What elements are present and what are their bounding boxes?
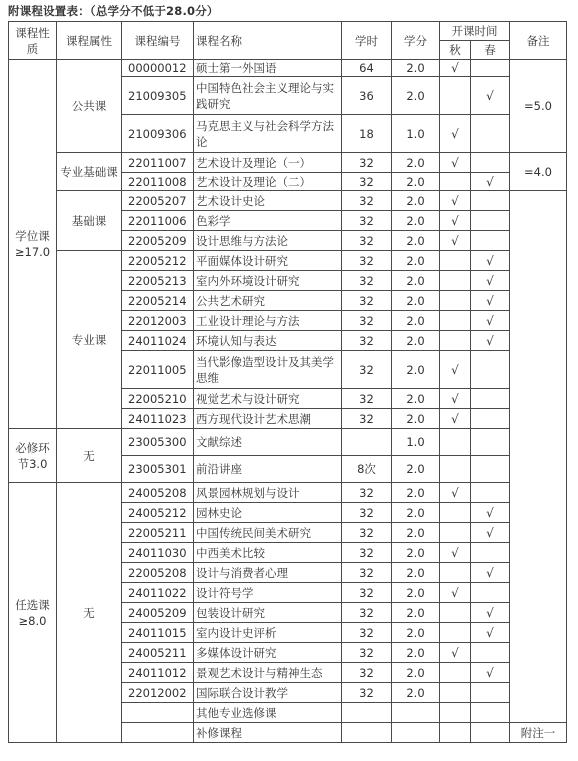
course-credit: 2.0 — [392, 603, 440, 623]
table-row — [9, 483, 567, 503]
course-hours: 32 — [342, 563, 392, 583]
course-hours: 32 — [342, 153, 392, 173]
table-row — [9, 60, 567, 77]
course-name: 视觉艺术与设计研究 — [194, 389, 342, 409]
autumn-check: √ — [440, 191, 471, 211]
spring-check: √ — [471, 311, 510, 331]
group-required: 必修环节3.0 — [9, 429, 57, 483]
autumn-check — [440, 663, 471, 683]
spring-check — [471, 211, 510, 231]
course-name: 马克思主义与社会科学方法论 — [194, 115, 342, 153]
course-name: 环境认知与表达 — [194, 331, 342, 351]
spring-check: √ — [471, 603, 510, 623]
header-open-time: 开课时间 — [440, 22, 510, 41]
course-code: 22005214 — [122, 291, 194, 311]
course-credit: 2.0 — [392, 643, 440, 663]
table-row — [9, 191, 567, 211]
course-credit: 2.0 — [392, 683, 440, 703]
course-name: 文献综述 — [194, 429, 342, 456]
course-credit: 2.0 — [392, 211, 440, 231]
course-credit: 2.0 — [392, 351, 440, 389]
spring-check — [471, 703, 510, 723]
course-credit: 2.0 — [392, 153, 440, 173]
course-name: 景观艺术设计与精神生态 — [194, 663, 342, 683]
spring-check: √ — [471, 623, 510, 643]
autumn-check — [440, 271, 471, 291]
course-code: 22005209 — [122, 231, 194, 251]
autumn-check — [440, 523, 471, 543]
autumn-check: √ — [440, 60, 471, 77]
header-nature: 课程性质 — [9, 22, 57, 60]
course-code: 22005207 — [122, 191, 194, 211]
autumn-check — [440, 703, 471, 723]
table-row — [9, 429, 567, 456]
course-code: 24011030 — [122, 543, 194, 563]
autumn-check: √ — [440, 115, 471, 153]
course-code — [122, 723, 194, 743]
course-credit: 2.0 — [392, 251, 440, 271]
course-name: 西方现代设计艺术思潮 — [194, 409, 342, 429]
header-hours: 学时 — [342, 22, 392, 60]
course-hours: 8次 — [342, 456, 392, 483]
spring-check — [471, 191, 510, 211]
course-code: 24011012 — [122, 663, 194, 683]
course-credit: 2.0 — [392, 563, 440, 583]
course-name: 中国特色社会主义理论与实践研究 — [194, 77, 342, 115]
course-code: 24011022 — [122, 583, 194, 603]
course-hours: 32 — [342, 231, 392, 251]
course-name: 公共艺术研究 — [194, 291, 342, 311]
course-code: 22011006 — [122, 211, 194, 231]
course-name: 艺术设计史论 — [194, 191, 342, 211]
spring-check — [471, 389, 510, 409]
header-attr: 课程属性 — [57, 22, 122, 60]
autumn-check: √ — [440, 543, 471, 563]
course-hours: 32 — [342, 251, 392, 271]
autumn-check — [440, 603, 471, 623]
header-row — [9, 22, 567, 41]
course-credit: 2.0 — [392, 623, 440, 643]
spring-check — [471, 643, 510, 663]
course-code: 22012003 — [122, 311, 194, 331]
spring-check: √ — [471, 251, 510, 271]
course-code: 24005212 — [122, 503, 194, 523]
autumn-check — [440, 311, 471, 331]
course-name: 园林史论 — [194, 503, 342, 523]
header-name: 课程名称 — [194, 22, 342, 60]
course-table — [8, 21, 567, 743]
course-code: 21009305 — [122, 77, 194, 115]
note-public: =5.0 — [510, 60, 567, 153]
course-code: 22011008 — [122, 173, 194, 191]
spring-check: √ — [471, 523, 510, 543]
header-credit: 学分 — [392, 22, 440, 60]
course-name: 风景园林规划与设计 — [194, 483, 342, 503]
spring-check: √ — [471, 503, 510, 523]
course-code: 21009306 — [122, 115, 194, 153]
group-degree: 学位课≥17.0 — [9, 60, 57, 429]
course-hours: 32 — [342, 211, 392, 231]
autumn-check: √ — [440, 583, 471, 603]
course-credit: 2.0 — [392, 543, 440, 563]
course-name: 设计思维与方法论 — [194, 231, 342, 251]
autumn-check — [440, 683, 471, 703]
autumn-check — [440, 251, 471, 271]
spring-check — [471, 543, 510, 563]
course-code: 23005300 — [122, 429, 194, 456]
course-name: 中西美术比较 — [194, 543, 342, 563]
course-hours: 32 — [342, 291, 392, 311]
course-credit: 2.0 — [392, 60, 440, 77]
course-hours: 32 — [342, 583, 392, 603]
course-name: 平面媒体设计研究 — [194, 251, 342, 271]
course-code — [122, 703, 194, 723]
course-credit: 2.0 — [392, 409, 440, 429]
autumn-check: √ — [440, 483, 471, 503]
course-name: 设计符号学 — [194, 583, 342, 603]
spring-check — [471, 115, 510, 153]
course-credit — [392, 703, 440, 723]
attr-none-elective: 无 — [57, 483, 122, 743]
note-empty — [510, 191, 567, 723]
course-name: 艺术设计及理论（二） — [194, 173, 342, 191]
course-credit: 2.0 — [392, 231, 440, 251]
autumn-check — [440, 173, 471, 191]
course-credit: 2.0 — [392, 77, 440, 115]
course-credit: 2.0 — [392, 456, 440, 483]
spring-check — [471, 409, 510, 429]
course-name: 当代影像造型设计及其美学思维 — [194, 351, 342, 389]
course-hours: 32 — [342, 483, 392, 503]
page-title: 附课程设置表：（总学分不低于28.0分） — [8, 4, 219, 18]
autumn-check: √ — [440, 231, 471, 251]
course-name: 多媒体设计研究 — [194, 643, 342, 663]
spring-check: √ — [471, 77, 510, 115]
autumn-check — [440, 291, 471, 311]
spring-check: √ — [471, 291, 510, 311]
table-row — [9, 251, 567, 271]
course-name: 工业设计理论与方法 — [194, 311, 342, 331]
autumn-check — [440, 429, 471, 456]
course-hours — [342, 429, 392, 456]
course-hours: 36 — [342, 77, 392, 115]
course-hours: 32 — [342, 351, 392, 389]
course-name: 前沿讲座 — [194, 456, 342, 483]
autumn-check: √ — [440, 643, 471, 663]
spring-check — [471, 723, 510, 743]
course-hours: 32 — [342, 503, 392, 523]
course-code: 22005213 — [122, 271, 194, 291]
course-code: 22012002 — [122, 683, 194, 703]
spring-check — [471, 153, 510, 173]
spring-check: √ — [471, 271, 510, 291]
course-hours: 32 — [342, 543, 392, 563]
header-code: 课程编号 — [122, 22, 194, 60]
autumn-check: √ — [440, 153, 471, 173]
course-credit: 2.0 — [392, 191, 440, 211]
course-credit: 2.0 — [392, 583, 440, 603]
note-prof-basic: =4.0 — [510, 153, 567, 191]
course-hours: 18 — [342, 115, 392, 153]
header-autumn: 秋 — [440, 41, 471, 60]
course-credit: 2.0 — [392, 663, 440, 683]
course-name: 室内设计史评析 — [194, 623, 342, 643]
course-hours — [342, 723, 392, 743]
course-name: 国际联合设计教学 — [194, 683, 342, 703]
course-name: 色彩学 — [194, 211, 342, 231]
course-code: 24005211 — [122, 643, 194, 663]
course-credit: 2.0 — [392, 483, 440, 503]
table-row — [9, 153, 567, 173]
course-code: 00000012 — [122, 60, 194, 77]
spring-check: √ — [471, 173, 510, 191]
course-credit: 2.0 — [392, 503, 440, 523]
course-name: 设计与消费者心理 — [194, 563, 342, 583]
course-credit: 2.0 — [392, 311, 440, 331]
spring-check — [471, 683, 510, 703]
course-code: 24011024 — [122, 331, 194, 351]
course-credit: 2.0 — [392, 173, 440, 191]
autumn-check — [440, 503, 471, 523]
course-hours: 32 — [342, 643, 392, 663]
spring-check — [471, 231, 510, 251]
course-code: 24005209 — [122, 603, 194, 623]
course-credit: 2.0 — [392, 331, 440, 351]
spring-check — [471, 351, 510, 389]
course-hours: 32 — [342, 409, 392, 429]
course-hours: 32 — [342, 683, 392, 703]
course-credit — [392, 723, 440, 743]
spring-check: √ — [471, 563, 510, 583]
attr-none-required: 无 — [57, 429, 122, 483]
course-name: 中国传统民间美术研究 — [194, 523, 342, 543]
course-code: 24011023 — [122, 409, 194, 429]
course-hours: 32 — [342, 271, 392, 291]
header-note: 备注 — [510, 22, 567, 60]
course-hours: 32 — [342, 523, 392, 543]
autumn-check: √ — [440, 409, 471, 429]
autumn-check: √ — [440, 389, 471, 409]
course-hours: 32 — [342, 173, 392, 191]
spring-check — [471, 483, 510, 503]
course-name: 其他专业选修课 — [194, 703, 342, 723]
course-code: 22011005 — [122, 351, 194, 389]
autumn-check — [440, 77, 471, 115]
header-spring: 春 — [471, 41, 510, 60]
course-name: 包装设计研究 — [194, 603, 342, 623]
spring-check — [471, 456, 510, 483]
course-credit: 2.0 — [392, 523, 440, 543]
autumn-check — [440, 563, 471, 583]
attr-public: 公共课 — [57, 60, 122, 153]
course-hours: 32 — [342, 191, 392, 211]
course-hours: 32 — [342, 389, 392, 409]
course-code: 22005210 — [122, 389, 194, 409]
attr-professional: 专业课 — [57, 251, 122, 429]
course-hours — [342, 703, 392, 723]
course-hours: 32 — [342, 331, 392, 351]
course-name: 室内外环境设计研究 — [194, 271, 342, 291]
spring-check — [471, 583, 510, 603]
spring-check — [471, 60, 510, 77]
group-elective: 任选课≥8.0 — [9, 483, 57, 743]
course-hours: 32 — [342, 311, 392, 331]
course-hours: 32 — [342, 663, 392, 683]
course-code: 23005301 — [122, 456, 194, 483]
autumn-check — [440, 456, 471, 483]
course-credit: 1.0 — [392, 115, 440, 153]
course-name: 艺术设计及理论（一） — [194, 153, 342, 173]
course-credit: 2.0 — [392, 389, 440, 409]
course-code: 24011015 — [122, 623, 194, 643]
autumn-check: √ — [440, 211, 471, 231]
course-code: 22005208 — [122, 563, 194, 583]
course-hours: 64 — [342, 60, 392, 77]
course-name: 硕士第一外国语 — [194, 60, 342, 77]
course-code: 24005208 — [122, 483, 194, 503]
spring-check: √ — [471, 331, 510, 351]
autumn-check: √ — [440, 351, 471, 389]
course-hours: 32 — [342, 603, 392, 623]
course-name: 补修课程 — [194, 723, 342, 743]
attr-prof-basic: 专业基础课 — [57, 153, 122, 191]
attr-basic: 基础课 — [57, 191, 122, 251]
course-code: 22005212 — [122, 251, 194, 271]
course-code: 22011007 — [122, 153, 194, 173]
course-hours: 32 — [342, 623, 392, 643]
autumn-check — [440, 723, 471, 743]
spring-check — [471, 429, 510, 456]
autumn-check — [440, 623, 471, 643]
note-supp: 附注一 — [510, 723, 567, 743]
course-credit: 1.0 — [392, 429, 440, 456]
course-credit: 2.0 — [392, 291, 440, 311]
autumn-check — [440, 331, 471, 351]
spring-check: √ — [471, 663, 510, 683]
course-code: 22005211 — [122, 523, 194, 543]
course-credit: 2.0 — [392, 271, 440, 291]
